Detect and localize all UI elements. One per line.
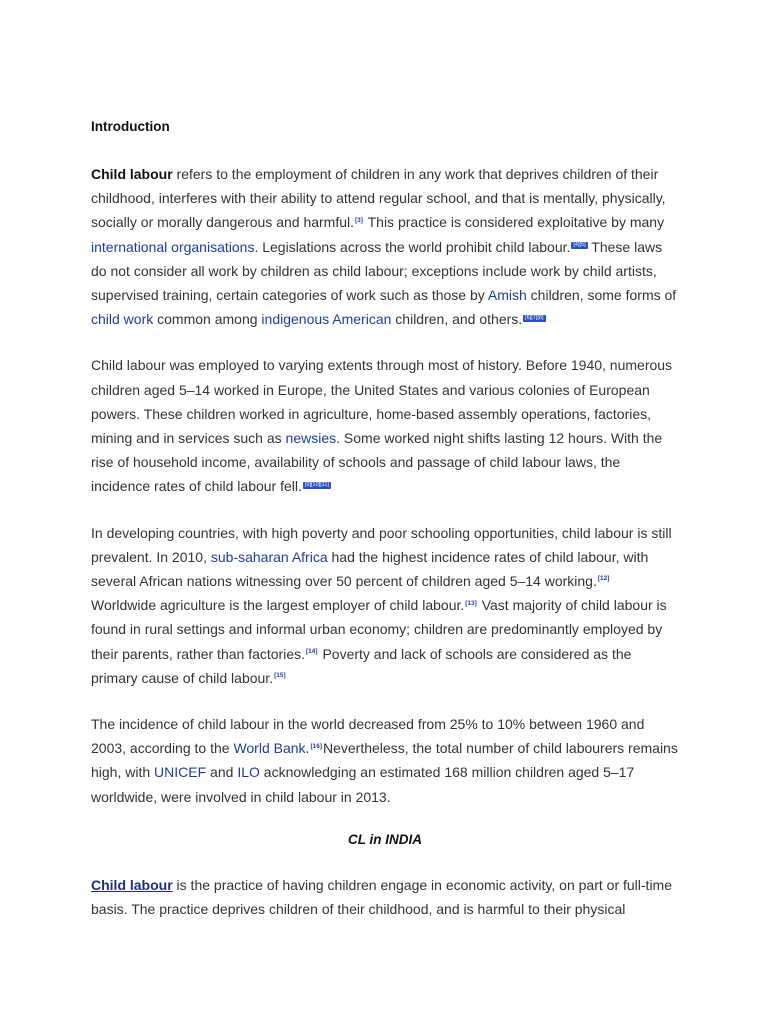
paragraph-history <box>91 353 679 498</box>
citation-9-10-11[interactable]: [9][10][11] <box>304 481 329 488</box>
citation-13[interactable]: [13] <box>465 599 477 607</box>
link-child-work[interactable]: child work <box>91 311 154 328</box>
text: The incidence of child labour in the world decreased from 25% to 10% between 1960 and 2003, according to the <box>91 716 645 757</box>
paragraph-incidence <box>91 712 679 809</box>
paragraph-india <box>91 873 679 921</box>
citation-6-7-8[interactable]: [6][7][8] <box>525 314 544 321</box>
text: children, some forms of <box>526 287 677 304</box>
link-international-organisations[interactable]: international organisations <box>91 238 255 255</box>
cl-in-india-heading: CL in INDIA <box>348 831 422 847</box>
text: acknowledging an estimated 168 million children aged 5–17 worldwide, were involved in child labour in 2013. <box>91 764 635 805</box>
citation-4-5[interactable]: [4][5] <box>573 241 586 248</box>
link-sub-saharan-africa[interactable]: sub-saharan Africa <box>210 548 328 565</box>
text: These laws do not consider all work by children as child labour; exceptions include work by child artists, supervised training, certain categories of work such as those by <box>91 238 663 304</box>
text: . <box>305 740 310 757</box>
link-world-bank[interactable]: World Bank <box>233 740 306 757</box>
text: common among <box>153 311 262 328</box>
citation-3[interactable]: [3] <box>355 216 363 224</box>
link-child-labour[interactable]: Child labour <box>91 876 173 893</box>
paragraph-developing-countries <box>91 521 679 690</box>
citation-14[interactable]: [14] <box>306 648 318 655</box>
text: . Some worked night shifts lasting 12 hours. With the rise of household income, availability of schools and passage of child labour laws, the incidence rates of child labour fell. <box>91 430 663 495</box>
document-body <box>91 118 679 943</box>
citation-16[interactable]: [16] <box>310 742 322 750</box>
text: refers to the employment of children in any work that deprives children of their childhood, interferes with their ability to attend regular school, and that is mentally, physically, socially or morally dangerous and harmful. <box>91 166 666 231</box>
link-indigenous-american[interactable]: indigenous American <box>261 311 392 328</box>
text: Worldwide agriculture is the largest employer of child labour. <box>91 597 465 614</box>
link-amish[interactable]: Amish <box>487 287 527 304</box>
paragraph-definition <box>91 162 679 331</box>
text: Vast majority of child labour is found in rural settings and informal urban economy; children are predominantly employed by their parents, rather than factories. <box>91 597 667 662</box>
text: Poverty and lack of schools are considered as the primary cause of child labour. <box>91 645 632 686</box>
text: children, and others. <box>391 311 523 328</box>
introduction-heading: Introduction <box>91 119 170 134</box>
text: had the highest incidence rates of child labour, with several African nations witnessing over 50 percent of children aged 5–14 working. <box>91 548 649 590</box>
link-ilo[interactable]: ILO <box>237 764 260 781</box>
link-unicef[interactable]: UNICEF <box>154 764 207 781</box>
text: This practice is considered exploitative by many <box>363 214 665 231</box>
text: Child labour was employed to varying extents through most of history. Before 1940, numerous children aged 5–14 worked in Europe, the United States and various colonies of European powers. These children worked in agriculture, home-based assembly operations, factories, mining and in services such as <box>91 357 673 447</box>
citation-12[interactable]: [12] <box>597 575 610 583</box>
citation-15[interactable]: [15] <box>274 672 286 680</box>
text: In developing countries, with high poverty and poor schooling opportunities, child labour is still prevalent. In 2010, <box>91 524 672 565</box>
link-newsies[interactable]: newsies <box>285 430 337 447</box>
text: . Legislations across the world prohibit child labour. <box>254 238 571 255</box>
text: and <box>206 764 238 781</box>
text: is the practice of having children engage in economic activity, on part or full-time basis. The practice deprives children of their childhood, and is harmful to their physical <box>91 876 672 918</box>
text: Nevertheless, the total number of child labourers remains high, with <box>91 740 678 781</box>
term-child-labour: Child labour <box>91 166 173 182</box>
